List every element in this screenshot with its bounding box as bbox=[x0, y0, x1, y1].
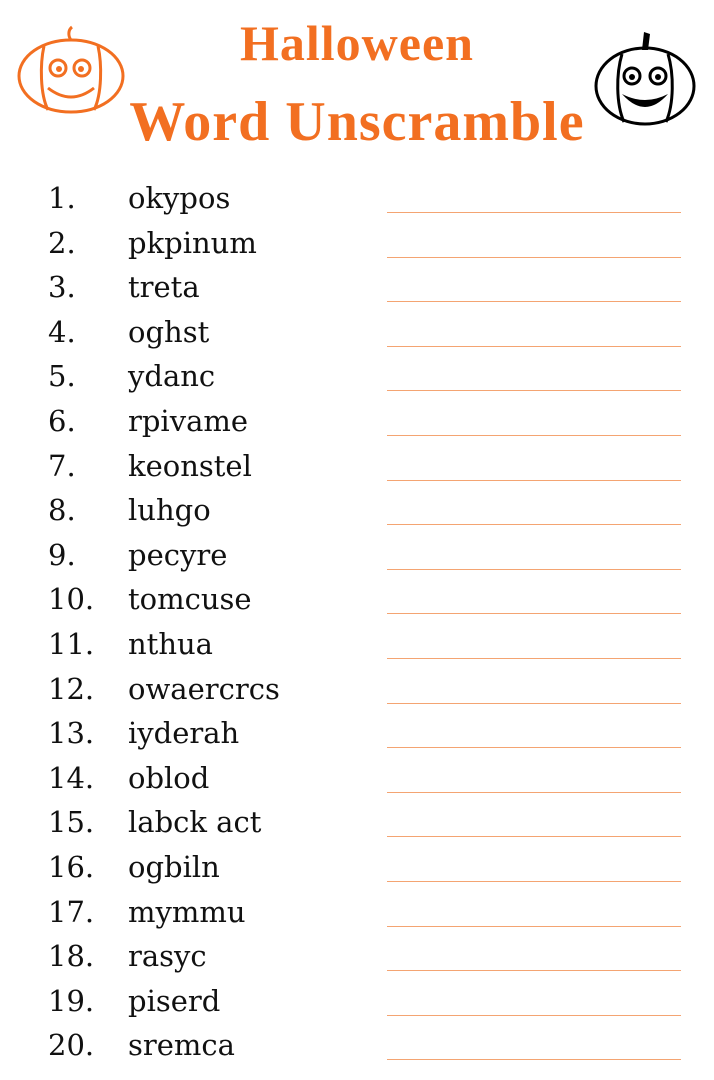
scrambled-word: labck act bbox=[128, 805, 262, 840]
scrambled-word: rasyc bbox=[128, 939, 207, 974]
answer-line[interactable] bbox=[387, 836, 681, 837]
answer-line[interactable] bbox=[387, 747, 681, 748]
answer-line[interactable] bbox=[387, 970, 681, 971]
list-item bbox=[0, 538, 714, 582]
list-item bbox=[0, 627, 714, 671]
item-number: 5. bbox=[48, 359, 76, 394]
answer-line[interactable] bbox=[387, 703, 681, 704]
scrambled-word: sremca bbox=[128, 1028, 235, 1063]
item-number: 10. bbox=[48, 582, 95, 617]
scrambled-word: pkpinum bbox=[128, 225, 257, 260]
scrambled-word: okypos bbox=[128, 181, 231, 215]
list-item bbox=[0, 449, 714, 493]
scrambled-word: treta bbox=[128, 270, 200, 305]
answer-line[interactable] bbox=[387, 792, 681, 793]
list-item bbox=[0, 359, 714, 403]
item-number: 6. bbox=[48, 404, 76, 438]
scrambled-word: iyderah bbox=[128, 716, 240, 751]
scrambled-word: pecyre bbox=[128, 537, 228, 572]
item-number: 11. bbox=[48, 627, 95, 661]
title-line-1: Halloween bbox=[240, 15, 474, 71]
answer-line[interactable] bbox=[387, 435, 681, 436]
scrambled-word: oghst bbox=[128, 314, 210, 349]
item-number: 1. bbox=[48, 181, 76, 215]
item-number: 8. bbox=[48, 493, 76, 528]
scrambled-word: rpivame bbox=[128, 404, 249, 438]
item-number: 3. bbox=[48, 270, 76, 305]
answer-line[interactable] bbox=[387, 257, 681, 258]
scrambled-word: luhgo bbox=[128, 493, 211, 528]
item-number: 14. bbox=[48, 760, 95, 795]
item-number: 20. bbox=[48, 1028, 95, 1063]
item-number: 2. bbox=[48, 225, 76, 260]
list-item bbox=[0, 672, 714, 716]
item-number: 16. bbox=[48, 850, 95, 884]
scrambled-word: owaercrcs bbox=[128, 671, 280, 706]
scrambled-word: tomcuse bbox=[128, 582, 252, 617]
answer-line[interactable] bbox=[387, 346, 681, 347]
answer-line[interactable] bbox=[387, 926, 681, 927]
answer-line[interactable] bbox=[387, 212, 681, 213]
scrambled-word: nthua bbox=[128, 627, 213, 661]
scrambled-word: mymmu bbox=[128, 894, 246, 929]
list-item bbox=[0, 270, 714, 314]
list-item bbox=[0, 761, 714, 805]
list-item bbox=[0, 805, 714, 849]
item-number: 19. bbox=[48, 983, 95, 1018]
answer-line[interactable] bbox=[387, 301, 681, 302]
pumpkin-black-icon bbox=[592, 24, 698, 128]
list-item bbox=[0, 226, 714, 270]
item-number: 12. bbox=[48, 671, 95, 706]
answer-line[interactable] bbox=[387, 881, 681, 882]
pumpkin-orange-icon bbox=[14, 24, 128, 116]
scrambled-word: ogbiln bbox=[128, 850, 220, 884]
list-item bbox=[0, 404, 714, 448]
list-item bbox=[0, 984, 714, 1028]
list-item bbox=[0, 493, 714, 537]
list-item bbox=[0, 315, 714, 359]
answer-line[interactable] bbox=[387, 480, 681, 481]
item-number: 7. bbox=[48, 448, 76, 483]
list-item bbox=[0, 582, 714, 626]
scrambled-word: keonstel bbox=[128, 448, 252, 483]
item-number: 13. bbox=[48, 716, 95, 751]
item-number: 15. bbox=[48, 805, 95, 840]
scrambled-word: oblod bbox=[128, 760, 210, 795]
list-item bbox=[0, 895, 714, 939]
answer-line[interactable] bbox=[387, 1015, 681, 1016]
item-number: 4. bbox=[48, 314, 76, 349]
answer-line[interactable] bbox=[387, 569, 681, 570]
answer-line[interactable] bbox=[387, 390, 681, 391]
answer-line[interactable] bbox=[387, 613, 681, 614]
item-number: 17. bbox=[48, 894, 95, 929]
list-item bbox=[0, 716, 714, 760]
scrambled-word: ydanc bbox=[128, 359, 216, 394]
scrambled-word: piserd bbox=[128, 983, 221, 1018]
list-item bbox=[0, 1028, 714, 1072]
answer-line[interactable] bbox=[387, 1059, 681, 1060]
title-line-2: Word Unscramble bbox=[129, 91, 585, 153]
answer-line[interactable] bbox=[387, 658, 681, 659]
item-number: 18. bbox=[48, 939, 95, 974]
answer-line[interactable] bbox=[387, 524, 681, 525]
list-item bbox=[0, 181, 714, 225]
list-item bbox=[0, 850, 714, 894]
item-number: 9. bbox=[48, 537, 76, 572]
list-item bbox=[0, 939, 714, 983]
